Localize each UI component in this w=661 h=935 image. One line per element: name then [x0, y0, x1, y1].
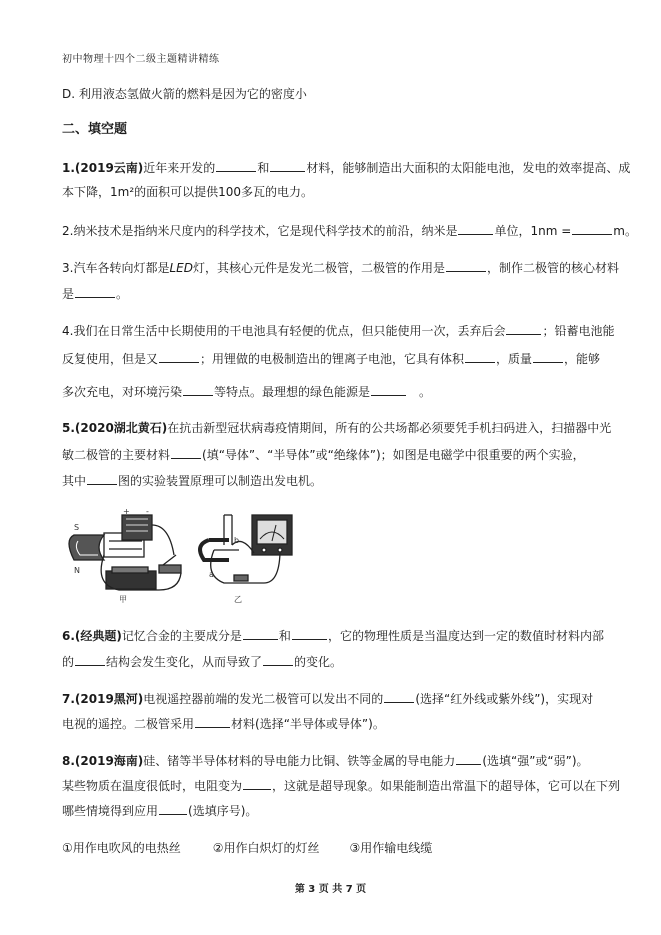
question-text: 材料(选择“半导体或导体”)。: [231, 717, 385, 731]
option-d: D. 利用液态氢做火箭的燃料是因为它的密度小: [62, 87, 307, 101]
question-text: 结构会发生变化，从而导致了: [106, 655, 263, 669]
point-b-label: b: [234, 536, 240, 545]
question-3-line-2: [62, 285, 631, 302]
question-text: 电视遥控器前端的发光二极管可以发出不同的: [143, 692, 384, 706]
question-text: 和: [278, 629, 291, 643]
question-text: ；用锂做的电极制造出的锂离子电池，它具有体积: [200, 352, 465, 366]
question-text: 材料，能够制造出大面积的太阳能电池，发电的效率提高、成: [306, 161, 631, 175]
question-text: (选填“强”或“弱”)。: [482, 754, 589, 768]
question-source: (经典题): [74, 629, 122, 643]
answer-blank[interactable]: [371, 383, 406, 396]
answer-blank[interactable]: [183, 383, 213, 396]
answer-blank[interactable]: [384, 690, 414, 703]
question-8-line-1: [62, 752, 631, 769]
question-4-line-2: [62, 350, 631, 367]
experiment-figure: [64, 505, 304, 605]
answer-blank[interactable]: [572, 222, 612, 235]
answer-blank[interactable]: [171, 446, 201, 459]
question-text: 灯，其核心元件是发光二极管，二极管的作用是: [192, 261, 445, 275]
question-number: 1.: [62, 161, 75, 175]
question-text: 某些物质在温度很低时，电阻变为: [62, 779, 243, 793]
question-2-line-1: [62, 222, 637, 239]
question-text: ，质量: [496, 352, 533, 366]
question-5-line-3: [62, 472, 631, 489]
question-6-line-1: [62, 627, 631, 644]
answer-blank[interactable]: [159, 350, 199, 363]
section-title: 二、填空题: [62, 122, 128, 137]
answer-blank[interactable]: [465, 350, 495, 363]
answer-blank[interactable]: [243, 627, 278, 640]
question-text: 敏二极管的主要材料: [62, 448, 171, 462]
question-text: (选填序号)。: [188, 804, 258, 818]
question-text: 在抗击新型冠状病毒疫情期间，所有的公共场都必须要凭手机扫码进入，扫描器中光: [167, 421, 612, 435]
answer-blank[interactable]: [216, 159, 256, 172]
question-text: 是: [62, 287, 75, 301]
answer-blank[interactable]: [75, 285, 115, 298]
question-5-line-2: [62, 446, 631, 463]
question-8-line-2: [62, 777, 631, 794]
question-text: 近年来开发的: [143, 161, 216, 175]
question-text: 其中: [62, 474, 87, 488]
question-text: 4.我们在日常生活中长期使用的干电池具有轻便的优点，但只能使用一次，丢弃后会: [62, 324, 506, 338]
question-text: ，制作二极管的核心材料: [486, 261, 619, 275]
question-6-line-2: [62, 653, 631, 670]
question-text: 反复使用，但是又: [62, 352, 159, 366]
question-3-line-1: [62, 259, 631, 276]
option-3: ③用作输电线缆: [349, 841, 433, 855]
question-text-italic: LED: [169, 261, 193, 275]
question-5-line-1: [62, 420, 631, 436]
question-source: (2020湖北黄石): [74, 421, 168, 435]
question-text: 3.汽车各转向灯都是: [62, 261, 170, 275]
question-text: 2.纳米技术是指纳米尺度内的科学技术，它是现代科学技术的前沿，纳米是: [62, 224, 458, 238]
question-text: m。: [613, 224, 637, 238]
question-text: (填“导体”、“半导体”或“绝缘体”)；如图是电磁学中很重要的两个实验，: [202, 448, 585, 462]
answer-blank[interactable]: [456, 752, 481, 765]
question-text: 。: [419, 385, 432, 399]
question-number: 8.: [62, 754, 75, 768]
point-a-label: a: [209, 570, 214, 579]
magnet-n-label: N: [74, 566, 80, 575]
page-header: 初中物理十四个二级主题精讲精练: [62, 54, 220, 65]
option-2: ②用作白炽灯的灯丝: [212, 841, 320, 855]
svg-text:-: -: [146, 507, 149, 516]
question-text: 电视的遥控。二极管采用: [62, 717, 195, 731]
question-text: 图的实验装置原理可以制造出发电机。: [118, 474, 323, 488]
answer-blank[interactable]: [195, 715, 230, 728]
answer-blank[interactable]: [292, 627, 327, 640]
answer-blank[interactable]: [159, 802, 187, 815]
question-text: 。: [116, 287, 129, 301]
question-number: 7.: [62, 692, 75, 706]
page-footer: 第 3 页 共 7 页: [294, 884, 367, 895]
question-text: 单位，1nm =: [494, 224, 572, 238]
question-4-line-3: [62, 383, 631, 400]
answer-blank[interactable]: [270, 159, 305, 172]
question-text: ，这就是超导现象。如果能制造出常温下的超导体，它可以在下列: [272, 779, 621, 793]
question-8-options: [62, 840, 631, 856]
question-text: ；铅蓄电池能: [542, 324, 615, 338]
answer-blank[interactable]: [458, 222, 493, 235]
figure-left-apparatus: [69, 507, 181, 590]
option-1: ①用作电吹风的电热丝: [62, 841, 181, 855]
question-7-line-1: [62, 690, 631, 707]
figure-right-label: 乙: [234, 595, 242, 604]
answer-blank[interactable]: [533, 350, 563, 363]
question-source: (2019黑河): [74, 692, 144, 706]
question-source: (2019云南): [74, 161, 144, 175]
answer-blank[interactable]: [75, 653, 105, 666]
question-1-line-1: [62, 159, 631, 176]
svg-text:+: +: [123, 507, 130, 516]
answer-blank[interactable]: [87, 472, 117, 485]
question-text: 多次充电，对环境污染: [62, 385, 183, 399]
question-number: 6.: [62, 629, 75, 643]
question-text: ，它的物理性质是当温度达到一定的数值时材料内部: [327, 629, 604, 643]
question-text: 哪些情境得到应用: [62, 804, 159, 818]
question-text: 等特点。最理想的绿色能源是: [214, 385, 371, 399]
question-4-line-1: [62, 322, 631, 339]
figure-left-label: 甲: [119, 595, 127, 604]
question-text: 的: [62, 655, 75, 669]
answer-blank[interactable]: [446, 259, 486, 272]
question-text: 的变化。: [294, 655, 343, 669]
question-text: (选择“红外线或紫外线”)，实现对: [415, 692, 594, 706]
question-source: (2019海南): [74, 754, 144, 768]
question-8-line-3: [62, 802, 631, 819]
question-1-line-2: 本下降，1m²的面积可以提供100多瓦的电力。: [62, 185, 314, 199]
question-text: 硅、锗等半导体材料的导电能力比铜、铁等金属的导电能力: [143, 754, 456, 768]
question-text: ，能够: [564, 352, 601, 366]
question-number: 5.: [62, 421, 75, 435]
question-text: 和: [257, 161, 270, 175]
answer-blank[interactable]: [506, 322, 541, 335]
magnet-s-label: S: [74, 523, 80, 532]
question-7-line-2: [62, 715, 631, 732]
answer-blank[interactable]: [263, 653, 293, 666]
answer-blank[interactable]: [243, 777, 271, 790]
question-text: 记忆合金的主要成分是: [121, 629, 242, 643]
